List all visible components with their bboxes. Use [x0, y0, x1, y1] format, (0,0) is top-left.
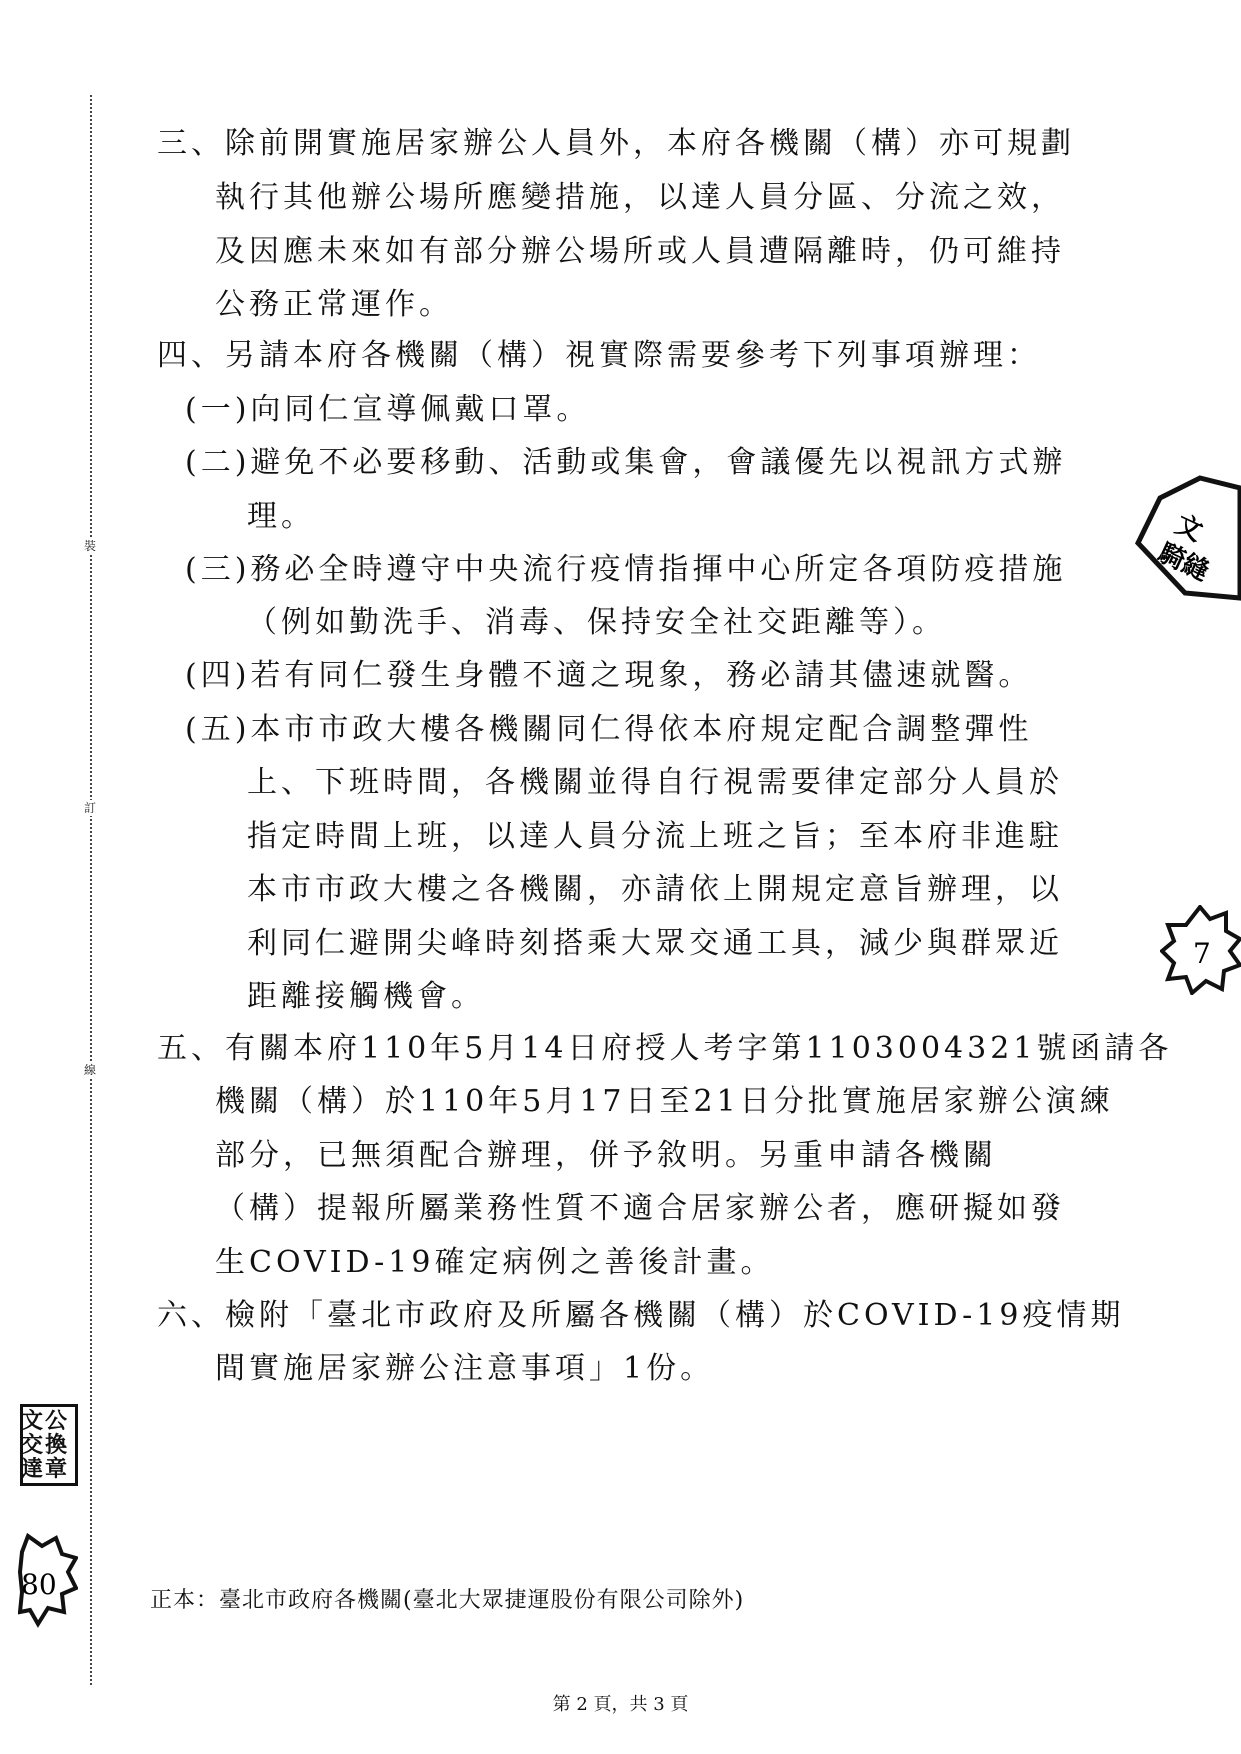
binding-mark-ding: 訂 [84, 801, 97, 815]
paragraph-line: 執行其他辦公場所應變措施，以達人員分區、分流之效， [215, 180, 1065, 215]
paragraph-line: 理。 [247, 499, 315, 534]
left-page-number: 80 [21, 1568, 57, 1601]
paragraph-line: 五、有關本府110年5月14日府授人考字第1103004321號函請各 [157, 1031, 1173, 1066]
paragraph-line: 距離接觸機會。 [247, 979, 485, 1014]
paragraph-line: 生COVID-19確定病例之善後計畫。 [215, 1245, 775, 1280]
right-page-number: 7 [1193, 937, 1211, 970]
paragraph-line: (三)務必全時遵守中央流行疫情指揮中心所定各項防疫措施 [185, 552, 1067, 587]
cc-recipients: 正本：臺北市政府各機關(臺北大眾捷運股份有限公司除外) [150, 1588, 745, 1613]
paragraph-line: （例如勤洗手、消毒、保持安全社交距離等）。 [247, 605, 946, 640]
page-footer: 第 2 頁，共 3 頁 [552, 1694, 689, 1715]
paragraph-line: (四)若有同仁發生身體不適之現象，務必請其儘速就醫。 [185, 658, 1033, 693]
paragraph-line: （構）提報所屬業務性質不適合居家辦公者，應研擬如發 [215, 1191, 1065, 1226]
exchange-seal-icon: 公 換 章 文 交 達 [20, 1404, 78, 1486]
paragraph-line: 公務正常運作。 [215, 287, 453, 322]
paragraph-line: 三、除前開實施居家辦公人員外，本府各機關（構）亦可規劃 [157, 126, 1075, 161]
seam-seal-icon [1130, 468, 1241, 608]
svg-text:文: 文 [1170, 509, 1207, 548]
paragraph-line: 四、另請本府各機關（構）視實際需要參考下列事項辦理： [157, 338, 1041, 373]
binding-mark-xian: 線 [84, 1063, 97, 1077]
binding-mark-zhuang: 裝 [84, 539, 97, 553]
svg-text:騎縫: 騎縫 [1153, 538, 1214, 588]
left-page-stamp-icon [18, 1532, 78, 1642]
paragraph-line: 六、檢附「臺北市政府及所屬各機關（構）於COVID-19疫情期 [157, 1298, 1125, 1333]
paragraph-line: (二)避免不必要移動、活動或集會，會議優先以視訊方式辦 [185, 445, 1067, 480]
paragraph-line: 部分，已無須配合辦理，併予敘明。另重申請各機關 [215, 1138, 997, 1173]
paragraph-line: 指定時間上班，以達人員分流上班之旨；至本府非進駐 [247, 819, 1063, 854]
paragraph-line: (一)向同仁宣導佩戴口罩。 [185, 392, 591, 427]
paragraph-line: (五)本市市政大樓各機關同仁得依本府規定配合調整彈性 [185, 712, 1033, 747]
paragraph-line: 本市市政大樓之各機關，亦請依上開規定意旨辦理，以 [247, 872, 1063, 907]
paragraph-line: 間實施居家辦公注意事項」1份。 [215, 1351, 715, 1386]
paragraph-line: 上、下班時間，各機關並得自行視需要律定部分人員於 [247, 765, 1063, 800]
right-page-stamp-icon [1160, 905, 1241, 995]
paragraph-line: 利同仁避開尖峰時刻搭乘大眾交通工具，減少與群眾近 [247, 926, 1063, 961]
paragraph-line: 機關（構）於110年5月17日至21日分批實施居家辦公演練 [215, 1084, 1114, 1119]
binding-dotted-line [90, 95, 92, 1685]
paragraph-line: 及因應未來如有部分辦公場所或人員遭隔離時，仍可維持 [215, 234, 1065, 269]
